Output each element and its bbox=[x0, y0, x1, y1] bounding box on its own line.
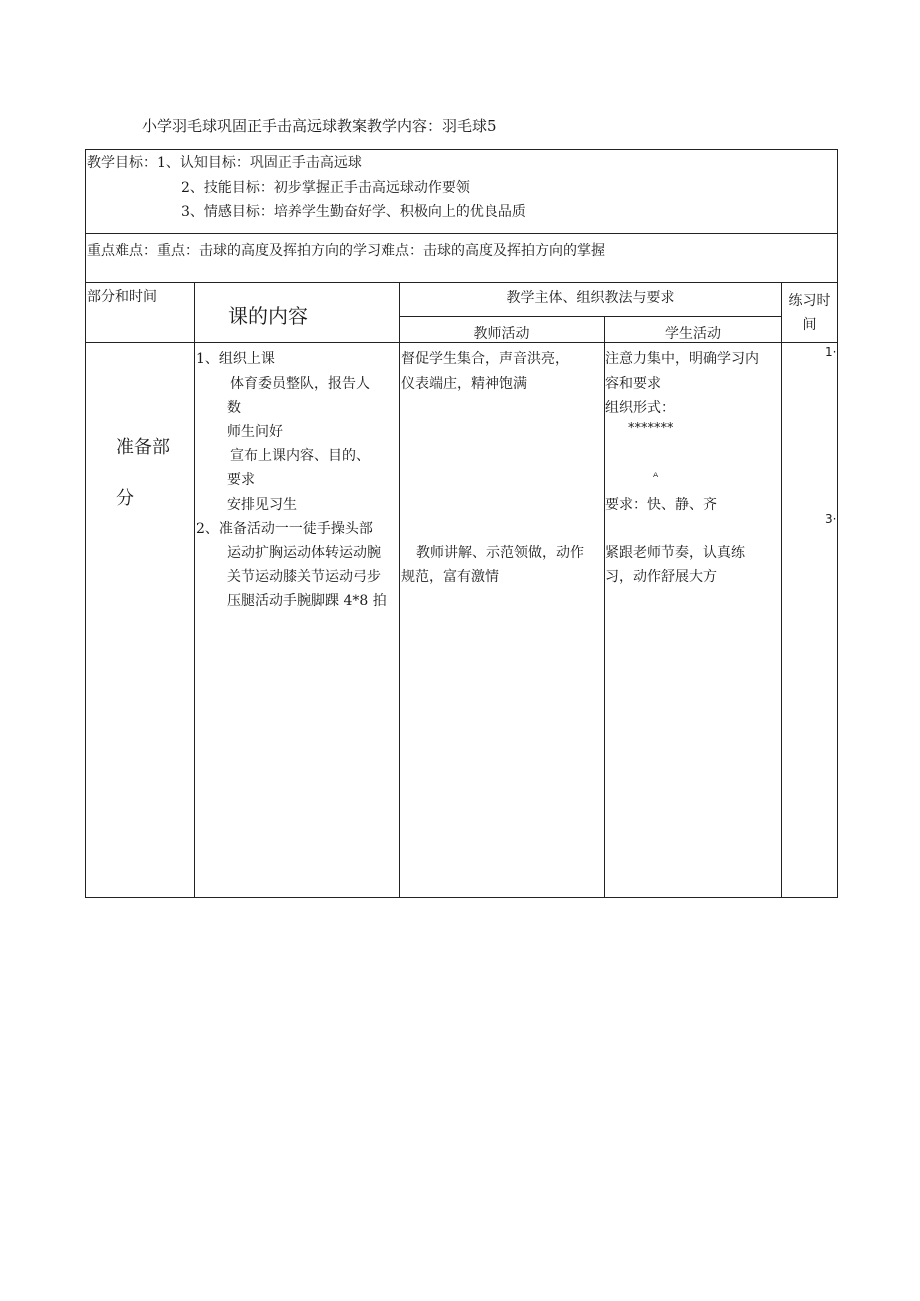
objective-line-3: 3、情感目标：培养学生勤奋好学、积极向上的优良品质 bbox=[181, 204, 526, 220]
content-line: 要求 bbox=[227, 472, 255, 488]
header-methods: 教学主体、组织教法与要求 bbox=[506, 290, 675, 306]
table-border-left bbox=[85, 149, 86, 898]
student-requirement: 要求：快、静、齐 bbox=[605, 497, 717, 513]
table-col-divider-1 bbox=[194, 282, 195, 898]
document-title: 小学羽毛球巩固正手击高远球教案教学内容：羽毛球5 bbox=[142, 117, 497, 135]
content-line: 数 bbox=[227, 400, 241, 416]
teacher-activity-line: 仪表端庄，精神饱满 bbox=[401, 376, 527, 392]
student-activity-line: 容和要求 bbox=[605, 376, 661, 392]
formation-teacher-marker: ᴬ bbox=[653, 470, 659, 484]
practice-time-2: 3· bbox=[825, 512, 837, 526]
header-section-time: 部分和时间 bbox=[87, 289, 157, 305]
content-line: 宣布上课内容、目的、 bbox=[230, 448, 370, 464]
table-divider-keypoints bbox=[85, 282, 838, 283]
content-line: 体育委员整队，报告人 bbox=[230, 376, 370, 392]
student-activity-line: 紧跟老师节奏，认真练 bbox=[605, 545, 745, 561]
content-line: 安排见习生 bbox=[227, 497, 297, 513]
table-col-divider-4 bbox=[781, 282, 782, 898]
table-border-right bbox=[837, 149, 838, 898]
header-teacher: 教师活动 bbox=[473, 326, 530, 342]
header-practice-time-2: 间 bbox=[802, 317, 817, 333]
student-activity-line: 习，动作舒展大方 bbox=[605, 569, 717, 585]
teacher-activity-line: 督促学生集合，声音洪亮， bbox=[401, 351, 569, 367]
section-name-line-1: 准备部 bbox=[116, 437, 170, 458]
section-name-line-2: 分 bbox=[116, 488, 134, 509]
content-line: 压腿活动手腕脚踝 4*8 拍 bbox=[227, 593, 387, 609]
content-line: 师生问好 bbox=[227, 424, 283, 440]
student-activity-line: 注意力集中，明确学习内 bbox=[605, 351, 759, 367]
content-line: 2、准备活动一一徒手操头部 bbox=[196, 521, 373, 537]
table-border-bottom bbox=[85, 897, 838, 898]
teacher-activity-line: 教师讲解、示范领做，动作 bbox=[416, 545, 584, 561]
header-content: 课的内容 bbox=[228, 304, 308, 328]
header-student: 学生活动 bbox=[665, 326, 721, 342]
content-line: 运动扩胸运动体转运动腕 bbox=[227, 545, 381, 561]
student-activity-line: 组织形式： bbox=[605, 400, 675, 416]
header-practice-time-1: 练习时 bbox=[788, 293, 831, 309]
objective-line-2: 2、技能目标：初步掌握正手击高远球动作要领 bbox=[181, 180, 470, 196]
teacher-activity-line: 规范，富有激情 bbox=[401, 569, 499, 585]
table-divider-objectives bbox=[85, 233, 838, 234]
objective-line-1: 教学目标：1、认知目标：巩固正手击高远球 bbox=[87, 155, 362, 171]
content-line: 关节运动膝关节运动弓步 bbox=[227, 569, 381, 585]
content-line: 1、组织上课 bbox=[196, 351, 275, 367]
table-border-top bbox=[85, 149, 838, 150]
formation-students: ******* bbox=[628, 421, 674, 436]
table-col-divider-2 bbox=[399, 282, 400, 898]
key-points: 重点难点：重点：击球的高度及挥拍方向的学习难点：击球的高度及挥拍方向的掌握 bbox=[87, 243, 605, 259]
table-divider-subheader bbox=[399, 316, 782, 317]
practice-time-1: 1· bbox=[825, 345, 837, 359]
